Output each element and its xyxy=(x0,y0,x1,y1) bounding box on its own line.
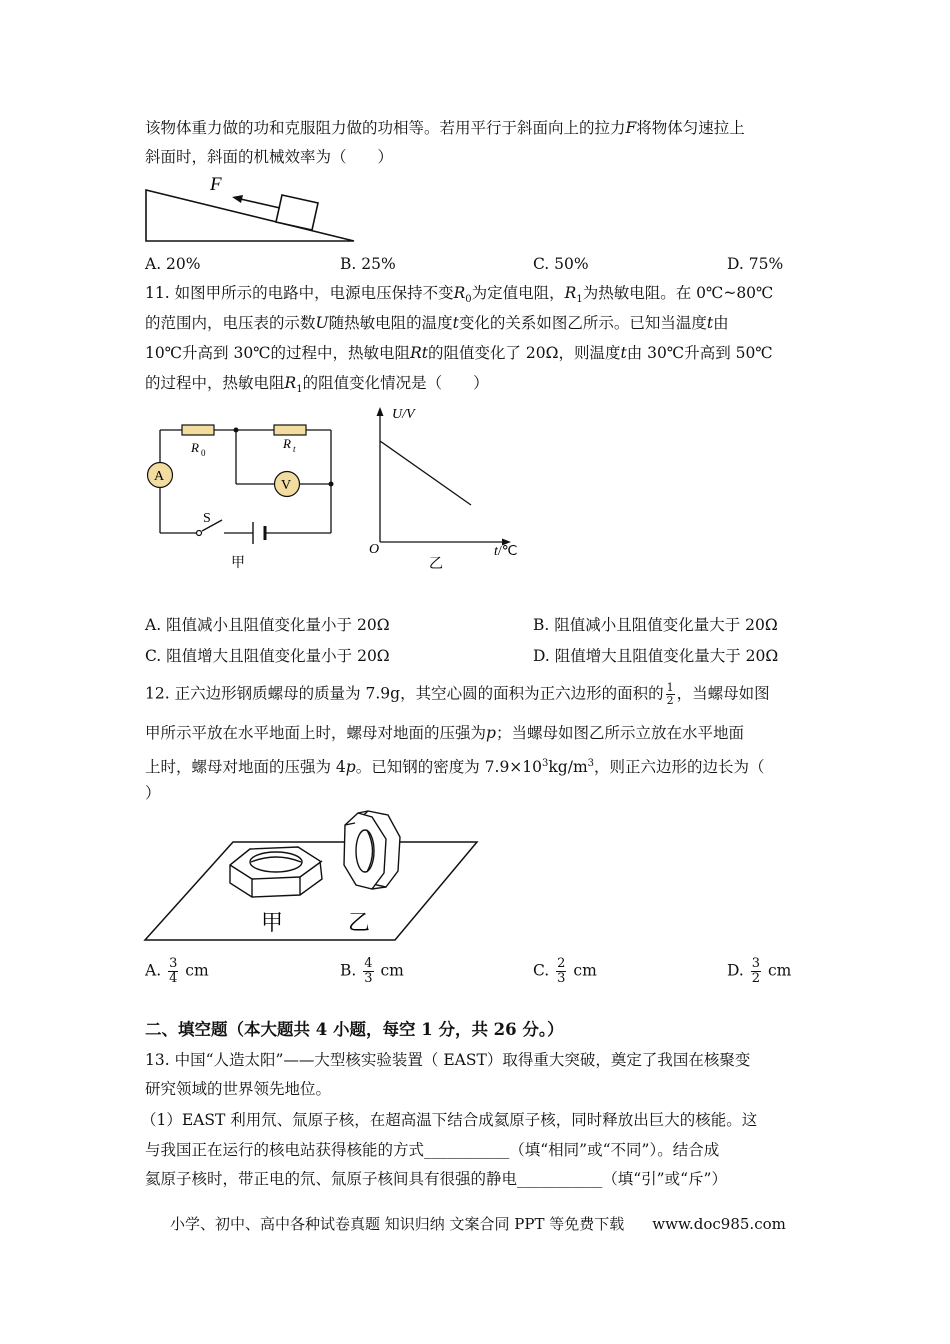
incline-plane xyxy=(146,190,354,241)
y-axis-arrow xyxy=(377,407,384,416)
force-arrowhead xyxy=(232,195,243,203)
q12-option-b[interactable]: B. $\frac{4}{3}$ cm xyxy=(340,956,404,986)
switch-contact xyxy=(197,531,202,536)
flat-nut xyxy=(230,847,322,897)
footer-url[interactable]: www.doc985.com xyxy=(652,1215,786,1233)
q11-line-2: 的范围内，电压表的示数U随热敏电阻的温度t变化的关系如图乙所示。已知当温度t由 xyxy=(145,314,729,332)
q11-line-1: 11. 如图甲所示的电路中，电源电压保持不变$R_0$为定值电阻，$R_1$为热敏电阻。在 0℃~80℃ xyxy=(145,284,774,306)
q13-line-3: （1）EAST 利用氘、氚原子核，在超高温下结合成氦原子核，同时释放出巨大的核能。这 xyxy=(141,1111,758,1129)
svg-text:A: A xyxy=(154,469,165,484)
q12-line-4: ） xyxy=(145,784,161,802)
q12-line-3: 上时，螺母对地面的压强为 4p。已知钢的密度为 $7.9\times 10^3kg/m^3$，则正六边形的边长为（ xyxy=(145,758,765,777)
svg-text:V: V xyxy=(281,478,292,493)
q13-line-2: 研究领域的世界领先地位。 xyxy=(145,1080,332,1098)
standing-nut xyxy=(344,811,400,889)
fraction-one-half: $\frac{1}{2}$ xyxy=(666,681,674,707)
graph-line xyxy=(380,441,471,505)
svg-text:t/℃: t/℃ xyxy=(494,544,518,559)
voltage-temperature-graph xyxy=(365,400,530,580)
q12-option-a[interactable]: A. $\frac{3}{4}$ cm xyxy=(145,956,209,986)
q10-option-d[interactable]: D. 75% xyxy=(727,255,784,273)
force-label: F xyxy=(210,174,222,195)
svg-text:R: R xyxy=(283,436,291,451)
incline-block xyxy=(276,195,318,230)
nut-figure xyxy=(140,805,485,945)
q10-line-1: 该物体重力做的功和克服阻力做的功相等。若用平行于斜面向上的拉力F将物体匀速拉上 xyxy=(145,119,745,137)
svg-text:t: t xyxy=(293,444,296,454)
svg-text:R: R xyxy=(191,440,199,455)
svg-text:O: O xyxy=(369,542,380,557)
q12-line-1: 12. 正六边形钢质螺母的质量为 7.9g，其空心圆的面积为正六边形的面积的 $\frac{1}{2}$ ，当螺母如图 xyxy=(145,681,770,707)
q10-line-2: 斜面时，斜面的机械效率为（ ） xyxy=(145,148,394,166)
rt-resistor xyxy=(274,425,306,435)
q13-line-5: 氦原子核时，带正电的氘、氚原子核间具有很强的静电___________（填“引”或“斥”） xyxy=(145,1170,727,1188)
q10-option-a[interactable]: A. 20% xyxy=(145,255,201,273)
svg-text:U/V: U/V xyxy=(392,407,415,422)
q12-line-2: 甲所示平放在水平地面上时，螺母对地面的压强为p；当螺母如图乙所示立放在水平地面 xyxy=(145,724,744,742)
svg-text:乙: 乙 xyxy=(348,911,371,936)
q13-line-1: 13. 中国“人造太阳”——大型核实验装置（ EAST）取得重大突破，奠定了我国在核聚变 xyxy=(145,1051,751,1069)
svg-text:乙: 乙 xyxy=(429,557,443,572)
force-arrow xyxy=(236,198,280,208)
q13-line-4: 与我国正在运行的核电站获得核能的方式___________（填“相同”或“不同”）。结合成 xyxy=(145,1141,720,1159)
q12-option-d[interactable]: D. $\frac{3}{2}$ cm xyxy=(727,956,792,986)
q12-option-c[interactable]: C. $\frac{2}{3}$ cm xyxy=(533,956,597,986)
q11-option-b[interactable]: B. 阻值减小且阻值变化量大于 20Ω xyxy=(533,616,778,634)
svg-text:S: S xyxy=(203,511,211,526)
q10-option-b[interactable]: B. 25% xyxy=(340,255,396,273)
r0-resistor xyxy=(182,425,214,435)
q11-option-d[interactable]: D. 阻值增大且阻值变化量大于 20Ω xyxy=(533,647,779,665)
footer-text: 小学、初中、高中各种试卷真题 知识归纳 文案合同 PPT 等免费下载 xyxy=(170,1215,625,1233)
q11-line-3: 10℃升高到 30℃的过程中，热敏电阻Rt的阻值变化了 20Ω，则温度t由 30℃升高到 50℃ xyxy=(145,344,773,362)
circuit-diagram xyxy=(140,410,355,580)
q11-option-a[interactable]: A. 阻值减小且阻值变化量小于 20Ω xyxy=(145,616,390,634)
footer xyxy=(170,1213,786,1234)
svg-text:甲: 甲 xyxy=(231,556,245,571)
q10-option-c[interactable]: C. 50% xyxy=(533,255,589,273)
q11-option-c[interactable]: C. 阻值增大且阻值变化量小于 20Ω xyxy=(145,647,390,665)
svg-text:0: 0 xyxy=(201,448,206,458)
incline-figure xyxy=(140,170,365,246)
svg-text:甲: 甲 xyxy=(261,911,284,936)
section-title: 二、填空题（本大题共 4 小题，每空 1 分，共 26 分。） xyxy=(145,1020,564,1039)
q11-line-4: 的过程中，热敏电阻$R_1$的阻值变化情况是（ ） xyxy=(145,374,489,396)
